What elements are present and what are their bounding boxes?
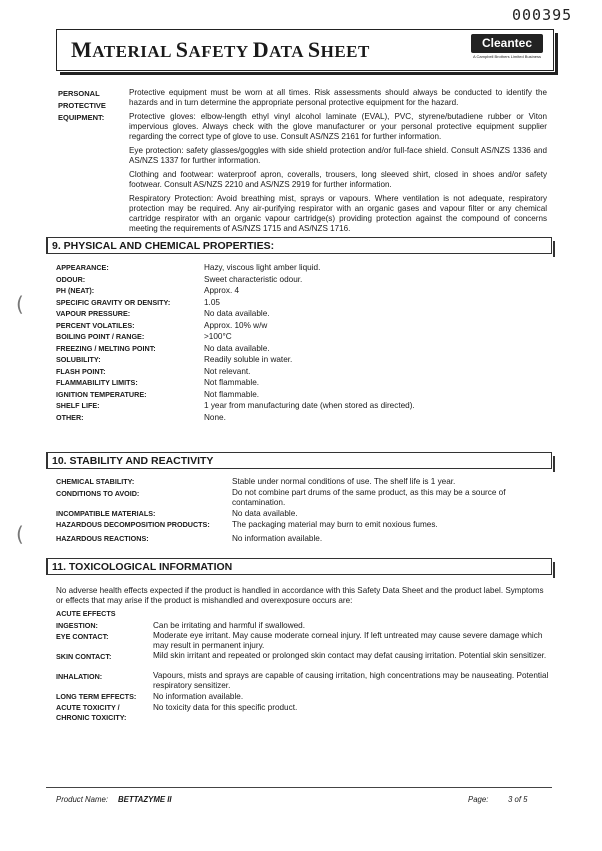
- ppe-paragraph: Protective gloves: elbow-length ethyl vinyl alcohol laminate (EVAL), PVC, styrene/butadiene rubber or Viton impervious gloves. Always check with the glove manufacturer or your personal protective equipment supplier regarding the correct type of glove to use. Consult AS/NZS 2161 for further information.: [129, 112, 547, 141]
- section-11-heading: 11. TOXICOLOGICAL INFORMATION: [46, 558, 552, 575]
- footer-page-label: Page:: [468, 795, 489, 804]
- company-logo: [467, 34, 547, 64]
- ppe-paragraph: Eye protection: safety glasses/goggles with side shield protection and/or full-face shield. Consult AS/NZS 1336 and AS/NZS 1337 for further information.: [129, 146, 547, 165]
- effect-row: SKIN CONTACT: Mild skin irritant and repeated or prolonged skin contact may defat causing irritation. Potential skin sensitizer.: [56, 651, 547, 661]
- property-row: HAZARDOUS DECOMPOSITION PRODUCTS: The packaging material may burn to emit noxious fumes.: [56, 520, 438, 529]
- effect-row: INGESTION: Can be irritating and harmful if swallowed.: [56, 620, 305, 630]
- ppe-paragraph: Protective equipment must be worn at all times. Risk assessments should always be conducted to identify the hazards and in turn determine the appropriate personal protective equipment for the hazard.: [129, 88, 547, 107]
- property-row: FLASH POINT: Not relevant.: [56, 366, 251, 376]
- footer-product-label: Product Name:: [56, 795, 109, 804]
- property-row: FREEZING / MELTING POINT: No data available.: [56, 343, 270, 353]
- effect-row: EYE CONTACT: Moderate eye irritant. May cause moderate corneal injury. If left untreated may cause severe damage which may result in permanent injury.: [56, 631, 543, 650]
- section-9-properties: [56, 262, 552, 423]
- ppe-paragraph: Clothing and footwear: waterproof apron, coveralls, trousers, long sleeved shirt, closed in shoes and/or safety footwear. Consult AS/NZS 2210 and AS/NZS 2919 for further information.: [129, 170, 547, 189]
- property-row: SPECIFIC GRAVITY OR DENSITY: 1.05: [56, 297, 220, 307]
- property-row: PH (NEAT): Approx. 4: [56, 286, 240, 295]
- property-row: CONDITIONS TO AVOID: Do not combine part drums of the same product, as this may be a source of contamination.: [56, 487, 506, 507]
- binder-hole-mark: (: [16, 522, 24, 546]
- subheading-row: ACUTE EFFECTS: [56, 609, 116, 618]
- section-10-properties: [56, 476, 552, 545]
- property-row: INCOMPATIBLE MATERIALS: No data available.: [56, 508, 298, 518]
- effect-row: INHALATION: Vapours, mists and sprays are capable of causing irritation, high concentrations may be nauseating. Potential respiratory sensitizer.: [56, 671, 549, 690]
- property-row: APPEARANCE: Hazy, viscous light amber liquid.: [56, 263, 321, 272]
- ppe-label: PERSONAL PROTECTIVE EQUIPMENT:: [58, 89, 106, 122]
- property-row: HAZARDOUS REACTIONS: No information available.: [56, 534, 323, 543]
- logo-wordmark: Cleantec: [471, 34, 543, 53]
- document-title: MATERIAL SAFETY DATA SHEET: [71, 37, 370, 62]
- effect-row: LONG TERM EFFECTS: No information available.: [56, 692, 244, 701]
- section-11-intro: No adverse health effects expected if the product is handled in accordance with this Safety Data Sheet and the product label. Symptoms or effects that may arise if the product is mishandled and overexposure occurs are:: [56, 586, 544, 605]
- document-number: 000395: [512, 6, 573, 24]
- property-row: SOLUBILITY: Readily soluble in water.: [56, 355, 293, 364]
- property-row: BOILING POINT / RANGE: >100°C: [56, 332, 232, 341]
- logo-tagline: A Campbell Brothers Limited Business: [472, 54, 542, 59]
- property-row: OTHER: None.: [56, 412, 226, 422]
- section-11-effects: [56, 608, 552, 723]
- binder-hole-mark: (: [16, 292, 24, 316]
- effect-row: ACUTE TOXICITY / CHRONIC TOXICITY: No toxicity data for this specific product.: [56, 702, 298, 722]
- footer-page-number: 3 of 5: [508, 795, 528, 804]
- property-row: FLAMMABILITY LIMITS: Not flammable.: [56, 378, 260, 387]
- footer-rule: [46, 787, 552, 788]
- section-9-heading: 9. PHYSICAL AND CHEMICAL PROPERTIES:: [46, 237, 552, 254]
- ppe-text: [129, 88, 547, 238]
- property-row: VAPOUR PRESSURE: No data available.: [56, 309, 270, 318]
- property-row: CHEMICAL STABILITY: Stable under normal conditions of use. The shelf life is 1 year.: [56, 477, 456, 486]
- property-row: PERCENT VOLATILES: Approx. 10% w/w: [56, 320, 268, 330]
- ppe-paragraph: Respiratory Protection: Avoid breathing mist, sprays or vapours. Where ventilation is not adequate, respiratory protection may be required. Any air-purifying respirator with an organic gases and vapour filter or any chemical cartridge respirator with an organic vapour cartridge(s) providing protection against the compound of concerns meeting the requirements of AS/NZS 1715 and AS/NZS 1716.: [129, 194, 547, 233]
- section-10-heading: 10. STABILITY AND REACTIVITY: [46, 452, 552, 469]
- property-row: IGNITION TEMPERATURE: Not flammable.: [56, 389, 260, 399]
- property-row: SHELF LIFE: 1 year from manufacturing date (when stored as directed).: [56, 401, 415, 410]
- document-header: [56, 29, 554, 71]
- footer-product-name: BETTAZYME II: [118, 795, 172, 804]
- property-row: ODOUR: Sweet characteristic odour.: [56, 274, 303, 284]
